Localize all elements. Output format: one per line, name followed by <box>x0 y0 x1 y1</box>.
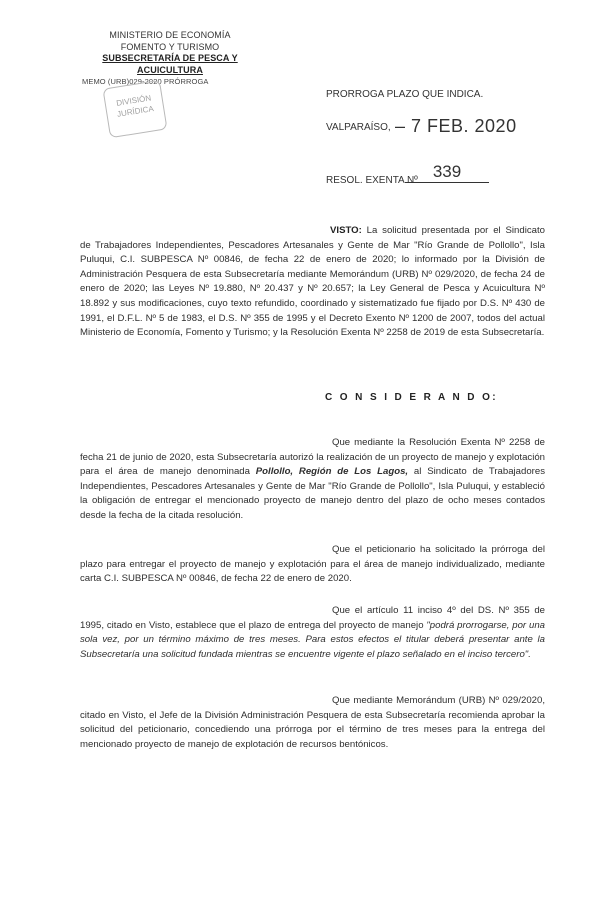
visto-paragraph <box>80 224 545 341</box>
memo-reference: MEMO (URB)029-2020 PRÓRROGA <box>82 77 209 86</box>
letterhead <box>80 30 260 88</box>
stamp-line-2: JURÍDICA <box>116 104 155 119</box>
p1-text-b: al Sindicato de Trabajadores Independientes, Pescadores Artesanales y Gente de Mar "Río Grande de Pollollo", Isla Puluqui, y estableció la obligación de entregar el mencionado proyecto de manejo dentro del plazo de ocho meses contados desde la fecha de la citada resolución. <box>80 466 545 521</box>
document-date: – 7 FEB. 2020 <box>395 116 517 136</box>
visto-label: VISTO: <box>330 225 362 236</box>
visto-text: La solicitud presentada por el Sindicato de Trabajadores Independientes, Pescadores Artesanales y Gente de Mar "Río Grande de Pollollo", Isla Puluqui, C.I. SUBPESCA Nº 00846, de fecha 22 de enero de 2020; lo informado por la División de Administración Pesquera de esta Subsecretaría mediante Memorándum (URB) Nº 029/2020, de fecha 24 de enero de 2020; las Leyes Nº 19.880, Nº 20.437 y Nº 20.657; la Ley General de Pesca y Acuicultura Nº 18.892 y sus modificaciones, cuyo texto refundido, coordinado y sistematizado fue fijado por D.S. Nº 430 de 1991, el D.F.L. Nº 5 de 1983, el D.S. Nº 355 de 1995 y el Decreto Exento Nº 1200 de 2007, todos del actual Ministerio de Economía, Fomento y Turismo; y la Resolución Exenta Nº 2258 de 2019 de esta Subsecretaría. <box>80 225 545 339</box>
p1-text-a: Que mediante la Resolución Exenta Nº 2258 de fecha 21 de junio de 2020, esta Subsecretaría autorizó la realización de un proyecto de manejo y explotación para el área de manejo denominada <box>80 437 545 478</box>
resolution-number: 339 <box>432 162 462 181</box>
ministry-line-1: MINISTERIO DE ECONOMÍA <box>109 30 231 40</box>
considerando-paragraph-2: Que el peticionario ha solicitado la prórroga del plazo para entregar el proyecto de manejo y explotación para el área de manejo individualizado, mediante carta C.I. SUBPESCA Nº 00846, de fecha 22 de enero de 2020. <box>80 544 545 585</box>
document-place: VALPARAÍSO, <box>326 122 391 133</box>
resolution-label: RESOL. EXENTA Nº <box>326 175 418 186</box>
considerando-heading: C O N S I D E R A N D O: <box>325 392 498 403</box>
considerando-paragraph-3 <box>80 604 545 662</box>
subsecretaria-line: SUBSECRETARÍA DE PESCA Y ACUICULTURA <box>102 53 238 75</box>
considerando-paragraph-1 <box>80 436 545 524</box>
received-stamp <box>102 80 167 138</box>
resolution-number-field <box>405 162 489 183</box>
stamp-line-1: DIVISIÓN <box>115 93 152 108</box>
p1-bold-text: Pollollo, Región de Los Lagos, <box>255 466 409 478</box>
ministry-line-2: FOMENTO Y TURISMO <box>120 41 220 52</box>
considerando-paragraph-4: Que mediante Memorándum (URB) Nº 029/2020, citado en Visto, el Jefe de la División Administración Pesquera de esta Subsecretaría recomienda aprobar la solicitud del peticionario, concediendo una prórroga por el término de tres meses para la entrega del mencionado proyecto de manejo de explotación de recursos bentónicos. <box>80 695 545 750</box>
document-subject: PRORROGA PLAZO QUE INDICA. <box>326 89 484 100</box>
p3-text-a: Que el artículo 11 inciso 4º del DS. Nº 355 de 1995, citado en Visto, establece que el plazo de entrega del proyecto de manejo <box>80 605 545 631</box>
p3-italic-text: "podrá prorrogarse, por una sola vez, por un término máximo de tres meses. Para estos efectos el titular deberá presentar ante la Subsecretaría una solicitud fundada mientras se encuentre vigente el plazo señalado en el inciso tercero". <box>80 619 545 660</box>
